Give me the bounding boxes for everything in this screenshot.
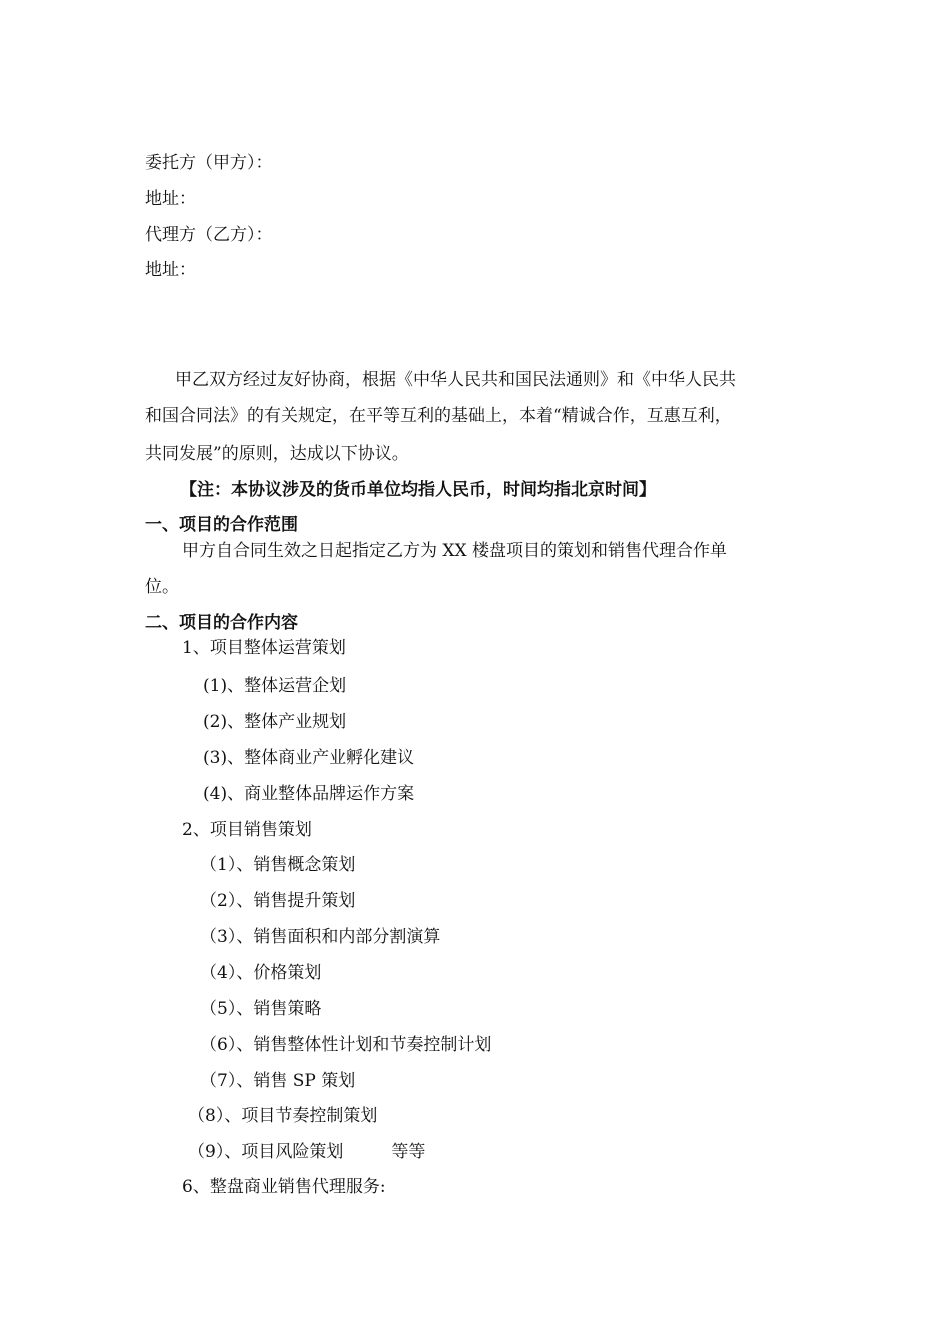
list-item: （3）、销售面积和内部分割演算 [200,927,441,947]
section-2-heading: 二、项目的合作内容 [145,613,298,633]
section-1-heading: 一、项目的合作范围 [145,515,298,535]
list-item-text: （9）、项目风险策划 [188,1142,344,1162]
list-item: （8）、项目节奏控制策划 [188,1106,378,1126]
agent-label: 代理方（乙方）： [145,225,273,245]
currency-time-note: 【注：本协议涉及的货币单位均指人民币，时间均指北京时间】 [180,480,656,500]
list-item: (4)、商业整体品牌运作方案 [203,784,415,804]
list-item: (3)、整体商业产业孵化建议 [203,748,415,768]
sub-1-title: 1、项目整体运营策划 [182,638,346,658]
client-address-label: 地址： [145,189,196,209]
list-item: （5）、销售策略 [200,999,322,1019]
list-item: （1）、销售概念策划 [200,855,356,875]
etc-text: 等等 [391,1142,426,1162]
list-item: (2)、整体产业规划 [203,712,347,732]
section-1-body-line-1: 甲方自合同生效之日起指定乙方为 XX 楼盘项目的策划和销售代理合作单 [182,541,728,561]
list-item: （2）、销售提升策划 [200,891,356,911]
client-label: 委托方（甲方）： [145,153,273,173]
intro-line-1: 甲乙双方经过友好协商，根据《中华人民共和国民法通则》和《中华人民共 [175,370,736,390]
intro-line-2: 和国合同法》的有关规定，在平等互利的基础上，本着“精诚合作，互惠互利， [145,406,732,426]
intro-line-3: 共同发展”的原则，达成以下协议。 [145,444,409,464]
section-1-body-line-2: 位。 [145,577,179,597]
agent-address-label: 地址： [145,260,196,280]
sub-6-title: 6、整盘商业销售代理服务: [182,1177,386,1197]
list-item: （4）、价格策划 [200,963,322,983]
list-item: （7）、销售 SP 策划 [200,1071,356,1091]
list-item-last [188,1142,425,1162]
list-item: （6）、销售整体性计划和节奏控制计划 [200,1035,492,1055]
list-item: (1)、整体运营企划 [203,676,347,696]
sub-2-title: 2、项目销售策划 [182,820,312,840]
